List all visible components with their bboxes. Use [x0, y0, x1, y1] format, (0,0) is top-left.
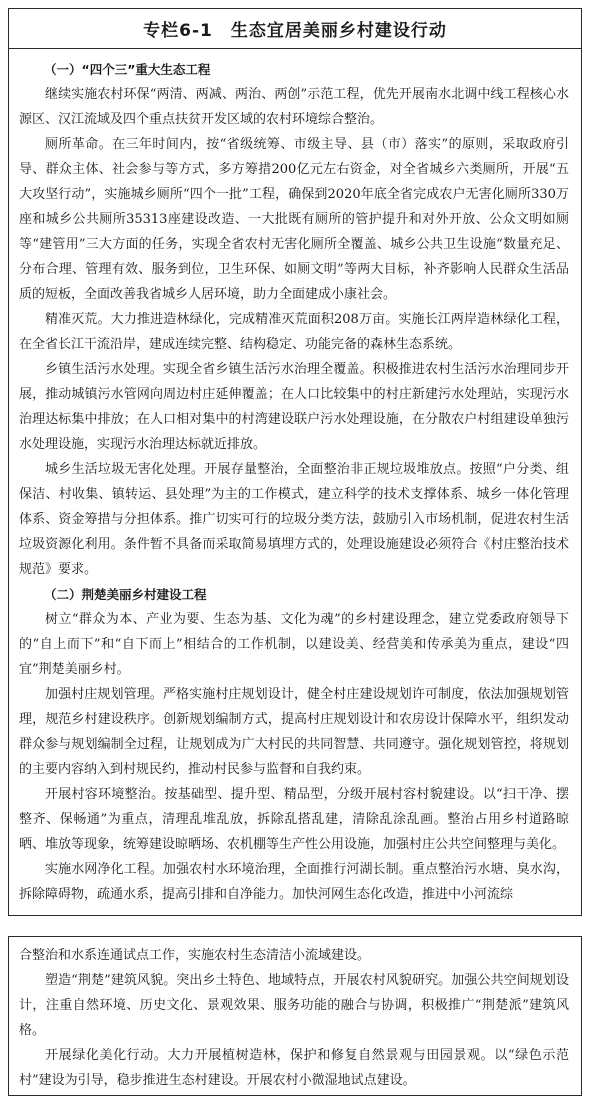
- section-1-paragraph: 厕所革命。在三年时间内，按“省级统筹、市级主导、县（市）落实”的原则，采取政府引导、群众主体、社会参与等方式，多方筹措200亿元左右资金，对全省城乡六类厕所，开展“五大攻坚行动”，实施城乡厕所“四个一批”工程，确保到2020年底全省完成农户无害化厕所330万座和城乡公共厕所35313座建设改造、一大批既有厕所的管护提升和对外开放、公众文明如厕等“建管用”三大方面的任务，实现全省农村无害化厕所全覆盖、城乡公共卫生设施“数量充足、分布合理、管理有效、服务到位，卫生环保、如厕文明”等两大目标，补齐影响人民群众生活品质的短板，全面改善我省城乡人居环境，助力全面建成小康社会。: [19, 137, 569, 302]
- section-1-paragraph: 继续实施农村环保“两清、两减、两治、两创”示范工程，优先开展南水北调中线工程核心水源区、汉江流域及四个重点扶贫开发区域的农村环境综合整治。: [19, 87, 569, 127]
- section-2-paragraph: 加强村庄规划管理。严格实施村庄规划设计，健全村庄建设规划许可制度，依法加强规划管理，规范乡村建设秩序。创新规划编制方式，提高村庄规划设计和农房设计保障水平，组织发动群众参与规划编制全过程，让规划成为广大村民的共同智慧、共同遵守。强化规划管控，将规划的主要内容纳入到村规民约，推动村民参与监督和自我约束。: [19, 687, 569, 777]
- continued-paragraph: 开展绿化美化行动。大力开展植树造林，保护和修复自然景观与田园景观。以“绿色示范村”建设为引导，稳步推进生态村建设。开展农村小微湿地试点建设。: [19, 1048, 569, 1088]
- section-1-paragraph: 乡镇生活污水处理。实现全省乡镇生活污水治理全覆盖。积极推进农村生活污水治理同步开展，推动城镇污水管网向周边村庄延伸覆盖；在人口比较集中的村庄新建污水处理站，实现污水治理达标集中排放；在人口相对集中的村湾建设联户污水处理设施，在分散农户村组建设单独污水处理设施，实现污水治理达标就近排放。: [19, 362, 569, 452]
- column-continuation-content: [9, 937, 581, 1093]
- continued-paragraph: 合整治和水系连通试点工作，实施农村生态清洁小流域建设。: [19, 948, 371, 963]
- section-2-paragraph: 树立“群众为本、产业为要、生态为基、文化为魂”的乡村建设理念，建立党委政府领导下的“自上而下”和“自下而上”相结合的工作机制，以建设美、经营美和传承美为重点，建设“四宜”荆楚美丽乡村。: [19, 612, 569, 677]
- section-2-paragraph: 开展村容环境整治。按基础型、提升型、精品型，分级开展村容村貌建设。以“扫干净、摆整齐、保畅通”为重点，清理乱堆乱放，拆除乱搭乱建，清除乱涂乱画。整治占用乡村道路晾晒、堆放等现象，统筹建设晾晒场、农机棚等生产性公用设施，加强村庄公共空间整理与美化。: [19, 787, 569, 852]
- section-2-heading: （二）荆楚美丽乡村建设工程: [44, 587, 207, 602]
- column-title: 专栏6-1 生态宜居美丽乡村建设行动: [9, 9, 581, 49]
- column-content: [9, 49, 581, 907]
- section-1-paragraph: 精准灭荒。大力推进造林绿化，完成精准灭荒面积208万亩。实施长江两岸造林绿化工程，在全省长江干流沿岸，建成连续完整、结构稳定、功能完备的森林生态系统。: [19, 312, 569, 352]
- column-box: [8, 8, 582, 916]
- section-2-paragraph: 实施水网净化工程。加强农村水环境治理，全面推行河湖长制。重点整治污水塘、臭水沟，拆除障碍物，疏通水系，提高引排和自净能力。加快河网生态化改造，推进中小河流综: [19, 862, 569, 902]
- section-1-paragraph: 城乡生活垃圾无害化处理。开展存量整治，全面整治非正规垃圾堆放点。按照“户分类、组保洁、村收集、镇转运、县处理”为主的工作模式，建立科学的技术支撑体系、城乡一体化管理体系、资金筹措与分担体系。推广切实可行的垃圾分类方法，鼓励引入市场机制，促进农村生活垃圾资源化利用。条件暂不具备而采取简易填埋方式的，处理设施建设必须符合《村庄整治技术规范》要求。: [19, 462, 569, 577]
- section-1-heading: （一）“四个三”重大生态工程: [44, 62, 211, 77]
- continued-paragraph: 塑造“荆楚”建筑风貌。突出乡土特色、地域特点，开展农村风貌研究。加强公共空间规划设计，注重自然环境、历史文化、景观效果、服务功能的融合与协调，积极推广“荆楚派”建筑风格。: [19, 973, 569, 1038]
- column-continuation-box: [8, 936, 582, 1096]
